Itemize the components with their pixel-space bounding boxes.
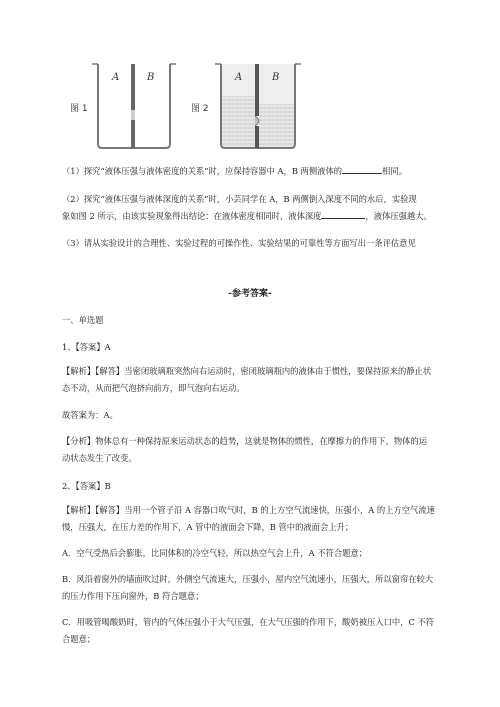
partition-lower — [255, 126, 259, 148]
answer-2-analysis-line-2: 慢，压强大，在压力差的作用下，A 管中的液面会下降，B 管中的液面会上升； — [62, 522, 354, 532]
water-right — [259, 104, 295, 147]
answer-1-analysis-line-2: 态不动，从而把气泡挤向前方，即气泡向右运动。 — [62, 383, 245, 393]
answer-2-option-c-line-1: C．用吸管喝酸奶时，管内的气体压强小于大气压强，在大气压强的作用下，酸奶被压入口中，C 不符 — [62, 617, 435, 627]
figure-1-label: 图 1 — [70, 104, 88, 114]
figure-1-container-diagram — [90, 58, 180, 150]
label-a: A — [235, 72, 243, 83]
answer-2-head: 2、【答案】B — [62, 481, 111, 491]
answer-1-solution: 故答案为：A。 — [62, 410, 118, 420]
figure-2-container-diagram — [213, 58, 305, 150]
answers-title: -参考答案- — [228, 289, 272, 299]
answer-blank-2[interactable] — [321, 209, 365, 219]
label-b: B — [147, 72, 155, 83]
partition-upper — [255, 64, 259, 116]
water-left — [222, 96, 255, 147]
partition-upper — [131, 64, 135, 110]
question-2-line-2 — [62, 208, 474, 225]
answer-2-option-a: A．空气受热后会膨胀，比同体积的冷空气轻，所以热空气会上升，A 不符合题意； — [62, 548, 368, 558]
question-2-line-1: （2）探究“液体压强与液体深度的关系”时，小芸同学在 A，B 两侧倒入深度不同的水后，实验现 — [62, 194, 417, 204]
answer-blank-1[interactable] — [342, 164, 382, 174]
section-heading: 一、单选题 — [62, 315, 104, 325]
answer-1-explain-line-1: 【分析】物体总有一种保持原来运动状态的趋势，这就是物体的惯性，在摩擦力的作用下，物体的运 — [62, 436, 428, 446]
figure-2-label: 图 2 — [191, 104, 209, 114]
label-a: A — [112, 72, 120, 83]
answer-1-analysis-line-1: 【解析】【解答】当密闭玻璃瓶突然向右运动时，密闭玻璃瓶内的液体由于惯性，要保持原来的静止状 — [62, 366, 432, 376]
answer-2-analysis-line-1: 【解析】【解答】当用一个管子沿 A 容器口吹气时，B 的上方空气流速快，压强小，A 的上方空气流速 — [62, 505, 435, 515]
partition-membrane — [131, 110, 135, 120]
answer-1-explain-line-2: 动状态发生了改变。 — [62, 453, 137, 463]
answer-2-option-b-line-2: 的压力作用下压向窗外，B 符合题意； — [62, 591, 204, 601]
partition-lower — [131, 120, 135, 148]
answer-2-option-c-line-2: 合题意； — [62, 634, 96, 644]
question-1 — [62, 163, 474, 180]
question-1-text: （1）探究“液体压强与液体密度的关系”时，应保持容器中 A，B 两侧液体的 — [62, 166, 343, 176]
question-3: （3）请从实验设计的合理性、实验过程的可操作性、实验结果的可靠性等方面写出一条评估意见 — [62, 238, 416, 248]
question-2-tail: ，液体压强越大。 — [365, 211, 432, 221]
partition-membrane-bulge — [255, 116, 259, 126]
question-2-text: 象如图 2 所示，由该实验现象得出结论：在液体密度相同时，液体深度 — [62, 211, 322, 221]
answer-1-head: 1、【答案】A — [62, 342, 111, 352]
answer-2-option-b-line-1: B．风沿着窗外的墙面吹过时，外侧空气流速大，压强小，屋内空气流速小，压强大，所以窗帘在较大 — [62, 574, 434, 584]
question-1-tail: 相同。 — [382, 166, 407, 176]
label-b: B — [272, 72, 280, 83]
